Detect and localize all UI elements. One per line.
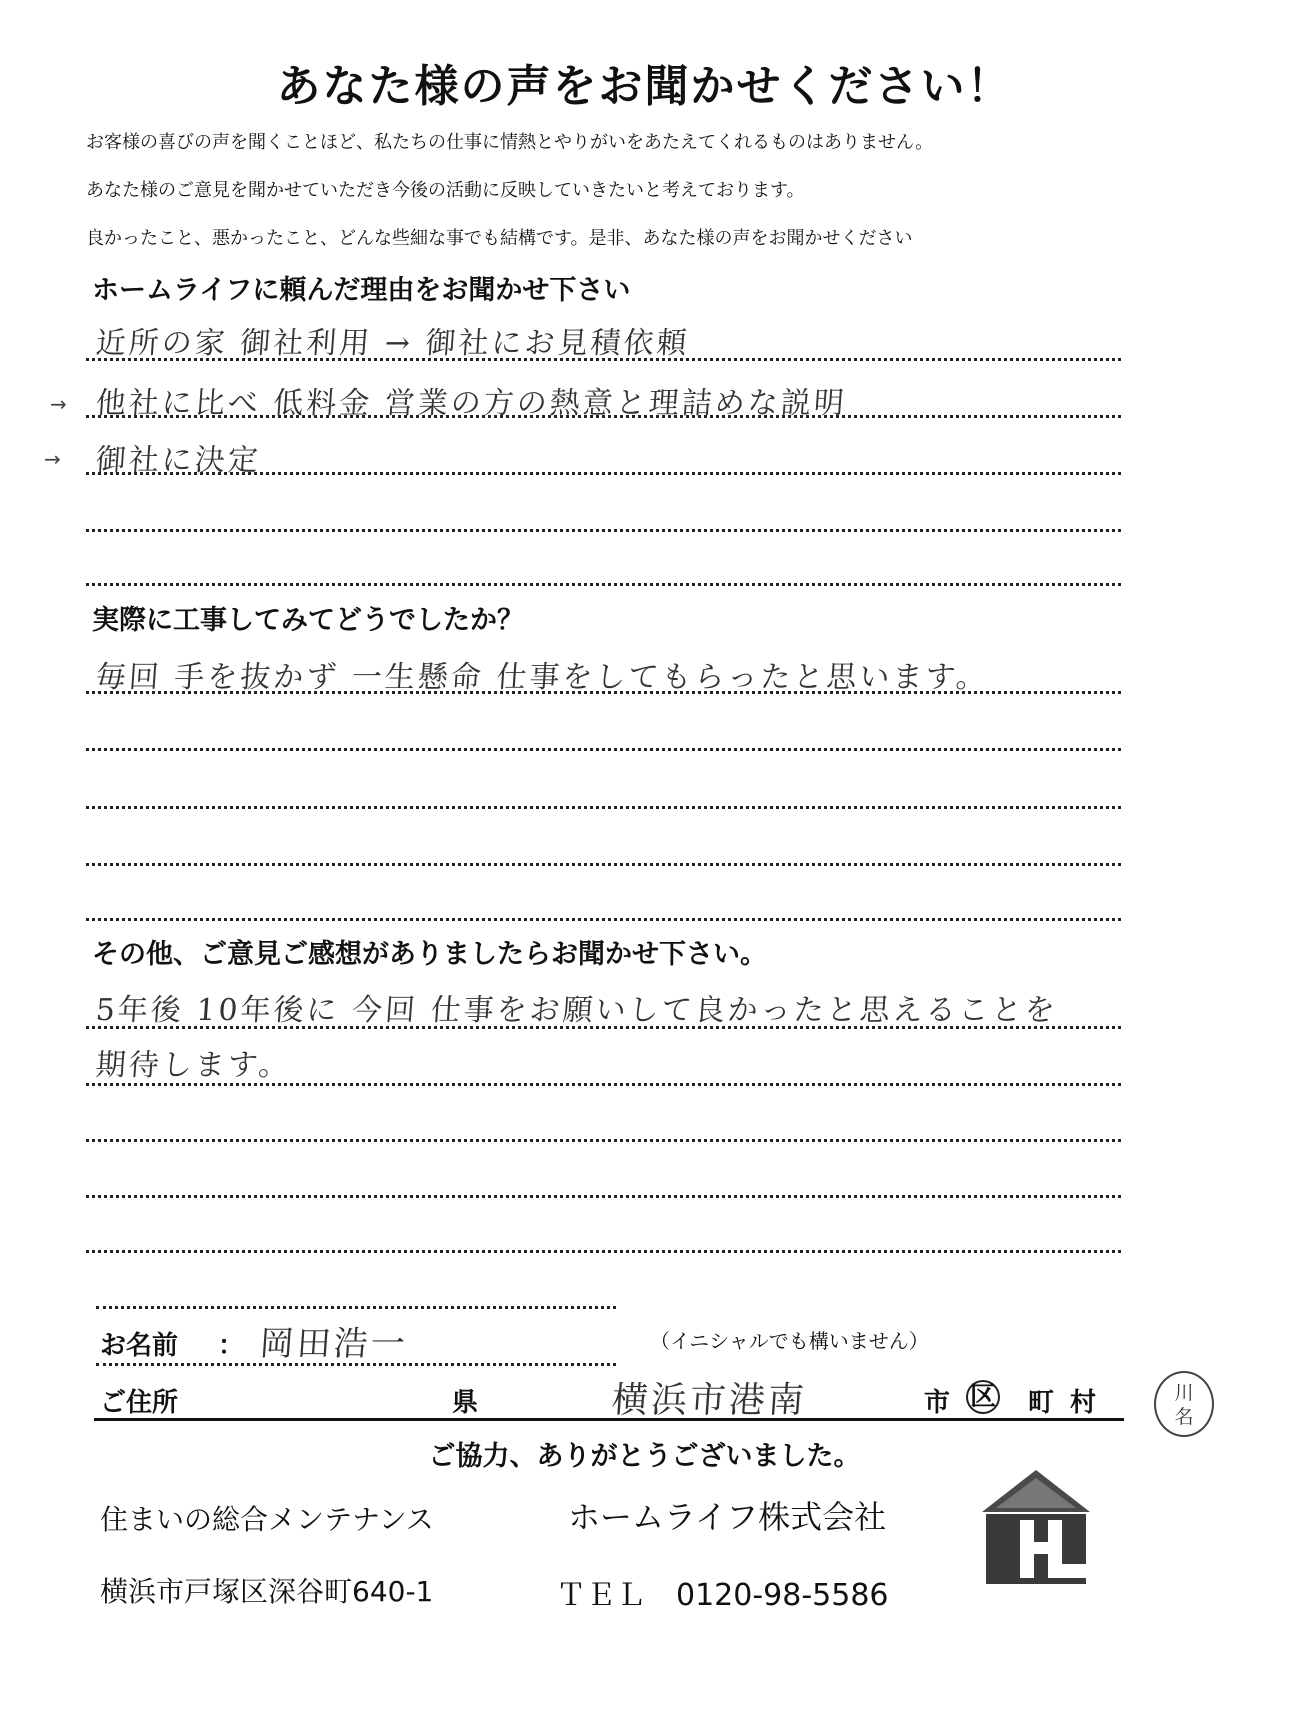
intro-line-2: あなた様のご意見を聞かせていただき今後の活動に反映していきたいと考えております。 [86,180,805,201]
name-value: 岡田浩一 [258,1324,410,1364]
answer-line [86,529,1121,532]
arrow-mark: → [44,447,61,471]
name-colon: ： [218,1331,245,1361]
company-name: ホームライフ株式会社 [568,1498,887,1536]
answer-line [86,472,1121,475]
address-underline [94,1418,1124,1421]
town-suffix: 町 [1028,1388,1055,1418]
reason-heading: ホームライフに頼んだ理由をお聞かせ下さい [92,275,631,306]
reason-answer-1: 近所の家 御社利用 → 御社にお見積依頼 [94,326,691,361]
address-handwritten: 横浜市港南 [610,1380,809,1421]
answer-line [86,806,1121,809]
answer-line [86,863,1121,866]
company-address: 横浜市戸塚区深谷町640-1 [100,1575,434,1608]
arrow-mark: → [50,392,67,416]
other-answer-1: 5年後 10年後に 今回 仕事をお願いして良かったと思えることを [94,993,1059,1028]
intro-line-3: 良かったこと、悪かったこと、どんな些細な事でも結構です。是非、あなた様の声をお聞かせください [86,228,913,249]
name-top-line [96,1306,616,1309]
ward-suffix-circled [966,1380,1000,1414]
answer-line [86,415,1121,418]
answer-line [86,748,1121,751]
answer-line [86,1026,1121,1029]
thanks-message: ご協力、ありがとうございました。 [428,1441,861,1472]
answer-line [86,918,1121,921]
company-tagline: 住まいの総合メンテナンス [100,1503,434,1536]
experience-heading: 実際に工事してみてどうでしたか？ [92,605,524,636]
answer-line [86,1139,1121,1142]
answer-line [86,358,1121,361]
address-label: ご住所 [100,1388,179,1418]
answer-line [86,583,1121,586]
answer-line [86,691,1121,694]
company-tel: ＴＥＬ 0120-98-5586 [556,1578,889,1613]
intro-line-1: お客様の喜びの声を聞くことほど、私たちの仕事に情熱とやりがいをあたえてくれるものはありません。 [86,132,934,153]
name-note: （イニシャルでも構いません） [650,1329,929,1353]
answer-line [86,1083,1121,1086]
other-answer-2: 期待します。 [94,1048,293,1083]
experience-answer-1: 毎回 手を抜かず 一生懸命 仕事をしてもらったと思います。 [94,660,991,695]
page-title: あなた様の声をお聞かせください！ [276,61,1013,112]
name-stamp: 川名 [1154,1371,1214,1437]
reason-answer-3: 御社に決定 [94,443,262,478]
name-label: お名前 [100,1331,179,1361]
prefecture-suffix: 県 [452,1388,479,1418]
name-bottom-line [96,1363,616,1366]
village-suffix: 村 [1070,1388,1097,1418]
other-heading: その他、ご意見ご感想がありましたらお聞かせ下さい。 [92,939,767,970]
house-logo-icon [980,1468,1092,1586]
answer-line [86,1250,1121,1253]
ward-suffix: 区 [966,1380,1000,1414]
city-suffix: 市 [924,1388,951,1418]
reason-answer-2: 他社に比べ 低料金 営業の方の熱意と理詰めな説明 [94,386,849,421]
answer-line [86,1195,1121,1198]
